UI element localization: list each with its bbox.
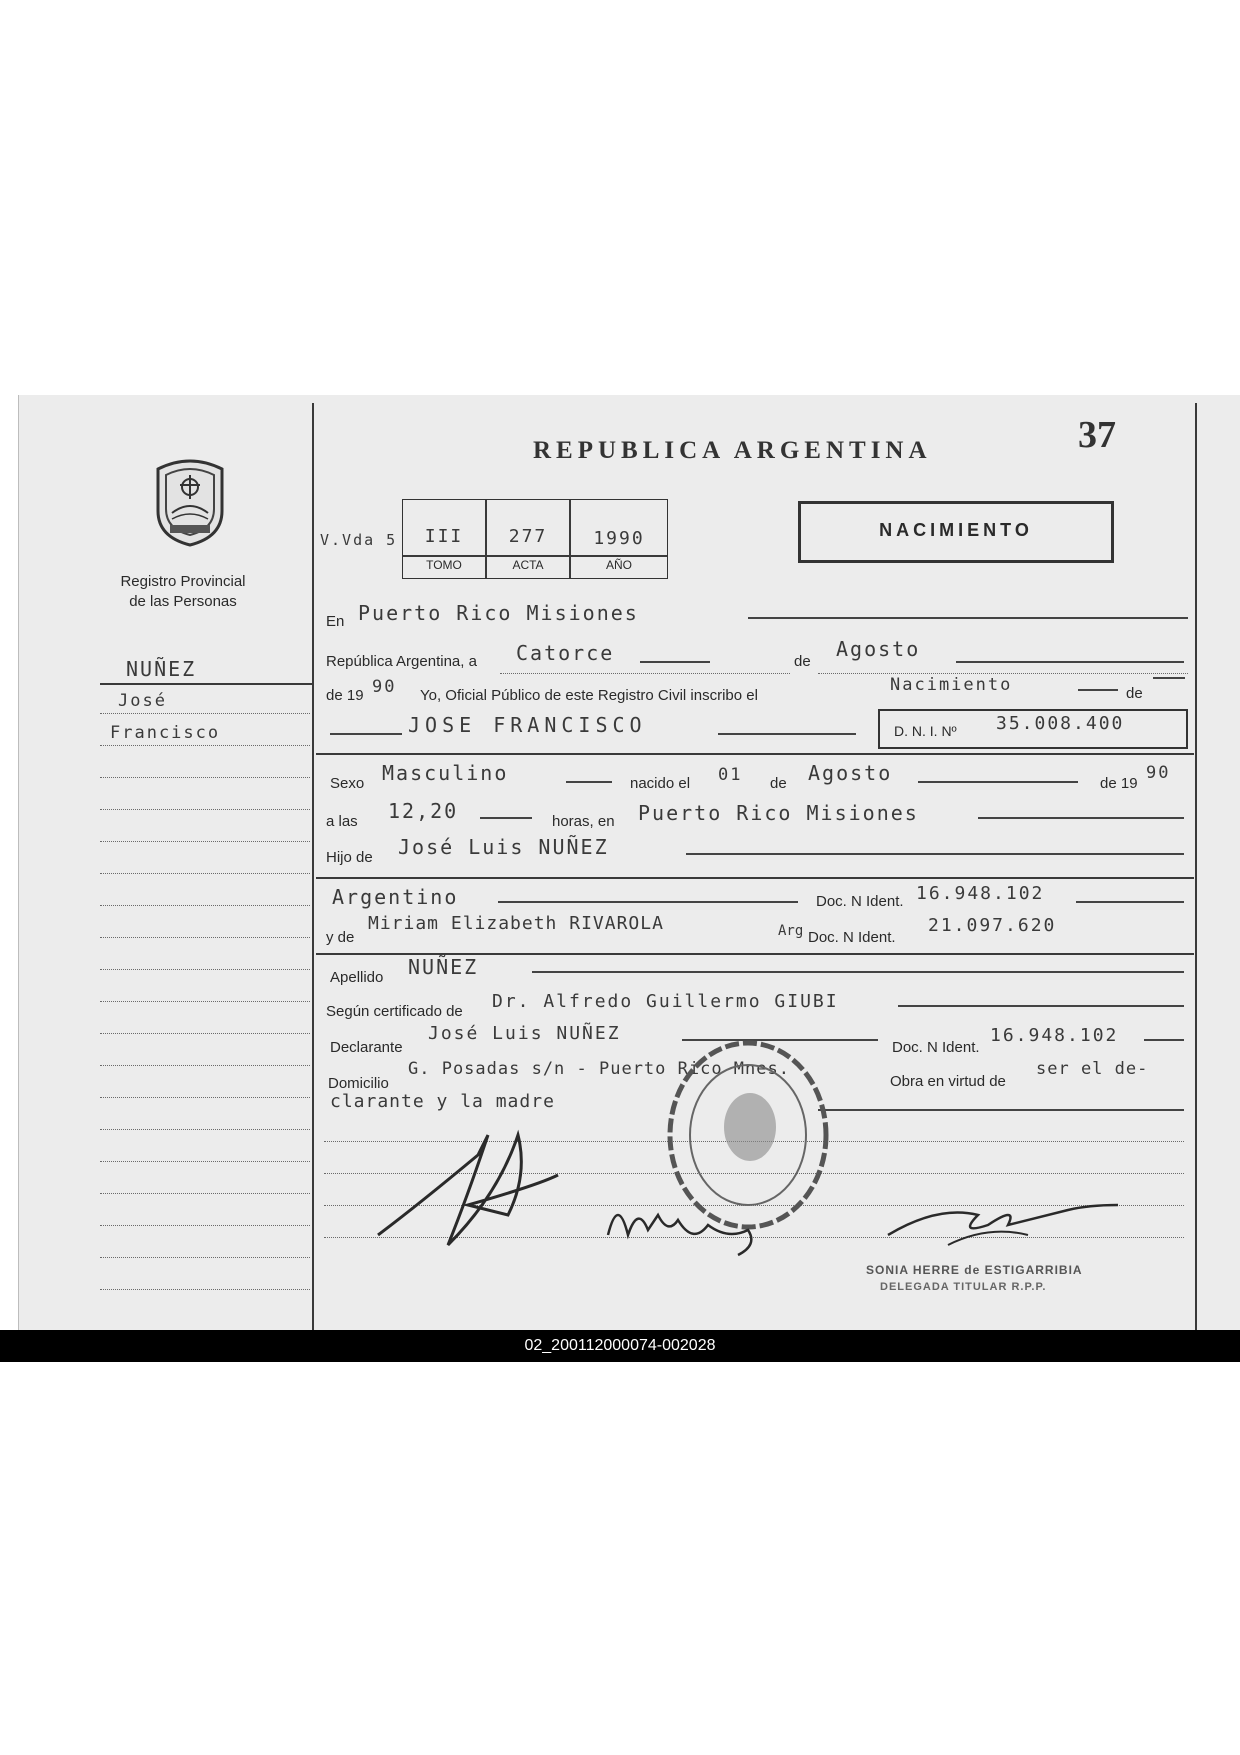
- sidebar-given-1: José: [118, 691, 167, 711]
- official-title-stamp: DELEGADA TITULAR R.P.P.: [880, 1281, 1047, 1293]
- declarante-label: Declarante: [330, 1039, 403, 1056]
- segun-label: Según certificado de: [326, 1003, 463, 1020]
- nacido-label: nacido el: [630, 775, 691, 792]
- mother-name-value: Miriam Elizabeth RIVAROLA: [368, 913, 664, 934]
- file-id-text: 02_200112000074-002028: [524, 1337, 716, 1354]
- fill-dash: [918, 781, 1078, 783]
- registry-name-line1: Registro Provincial: [120, 573, 246, 590]
- sidebar-dotted-line: [100, 745, 310, 746]
- fill-dash: [1076, 901, 1184, 903]
- sidebar-dotted-line: [100, 1257, 310, 1258]
- section-rule: [316, 877, 1194, 879]
- registry-index-table: [402, 499, 668, 579]
- fill-dash: [748, 617, 1188, 619]
- de19-label: de 19: [326, 687, 364, 704]
- sidebar-dotted-line: [100, 1033, 310, 1034]
- sidebar-dotted-line: [100, 1161, 310, 1162]
- sidebar-dotted-line: [100, 1193, 310, 1194]
- witness-signature-icon: [598, 1185, 778, 1265]
- fill-dash: [532, 971, 1184, 973]
- sexo-label: Sexo: [330, 775, 365, 792]
- place-value: Puerto Rico Misiones: [358, 601, 639, 625]
- fill-dash: [566, 781, 612, 783]
- tomo-label: TOMO: [426, 558, 462, 572]
- obra-value-1: ser el de-: [1036, 1059, 1149, 1079]
- obra-label: Obra en virtud de: [890, 1073, 1006, 1090]
- oficial-label: Yo, Oficial Público de este Registro Civil inscribo el: [420, 687, 758, 704]
- sidebar-surname: NUÑEZ: [126, 657, 197, 681]
- fill-dash: [978, 817, 1184, 819]
- fill-dash: [498, 901, 798, 903]
- sidebar-dotted-line: [100, 1129, 310, 1130]
- right-border: [1195, 403, 1197, 1330]
- sidebar-dotted-line: [100, 1097, 310, 1098]
- declarante-signature-icon: [358, 1115, 608, 1255]
- act-type-box: [798, 501, 1114, 563]
- domicilio-label: Domicilio: [328, 1075, 389, 1092]
- sidebar-dotted-line: [100, 873, 310, 874]
- fill-dash: [956, 661, 1184, 663]
- fill-dash: [898, 1005, 1184, 1007]
- birth-place-value: Puerto Rico Misiones: [638, 801, 919, 825]
- father-nationality-value: Argentino: [332, 885, 459, 909]
- horas-label: horas, en: [552, 813, 615, 830]
- act-type-label: NACIMIENTO: [879, 520, 1033, 540]
- republica-label: República Argentina, a: [326, 653, 477, 670]
- declarante-doc-value: 16.948.102: [990, 1025, 1119, 1046]
- acta-label: ACTA: [512, 558, 544, 572]
- declarante-name-value: José Luis NUÑEZ: [428, 1023, 621, 1044]
- fill-dash: [1078, 689, 1118, 691]
- fill-dash: [640, 661, 710, 663]
- fill-dash: [330, 733, 402, 735]
- certifier-value: Dr. Alfredo Guillermo GIUBI: [492, 991, 839, 1012]
- sidebar-dotted-line: [100, 905, 310, 906]
- tomo-value: III: [424, 526, 464, 547]
- birth-month-value: Agosto: [808, 761, 893, 785]
- sidebar-dotted-line: [100, 969, 310, 970]
- de-label: de: [794, 653, 811, 670]
- sidebar-dotted-line: [100, 937, 310, 938]
- fill-dash: [718, 733, 856, 735]
- sidebar-dotted-line: [100, 1065, 310, 1066]
- file-id-banner: [0, 1330, 1240, 1362]
- month-value: Agosto: [836, 637, 921, 661]
- child-name-value: JOSE FRANCISCO: [408, 713, 647, 737]
- father-doc-label: Doc. N Ident.: [816, 893, 904, 910]
- mother-nationality-value: Arg: [778, 923, 804, 939]
- alas-label: a las: [326, 813, 358, 830]
- sidebar-divider: [312, 403, 314, 1330]
- dni-box: [878, 709, 1188, 749]
- year-suffix-value: 90: [372, 677, 397, 697]
- anio-value: 1990: [593, 528, 645, 549]
- apellido-label: Apellido: [330, 969, 384, 986]
- sidebar-dotted-line: [100, 1289, 310, 1290]
- office-code: V.Vda 5: [320, 531, 398, 549]
- sidebar-rule: [100, 683, 312, 685]
- fill-dash: [686, 853, 1184, 855]
- de-label-3: de: [770, 775, 787, 792]
- anio-label: AÑO: [605, 558, 632, 572]
- sidebar-given-2: Francisco: [110, 723, 221, 743]
- sidebar-dotted-line: [100, 841, 310, 842]
- birth-time-value: 12,20: [388, 799, 459, 823]
- apellido-value: NUÑEZ: [408, 955, 479, 979]
- registry-name-line2: de las Personas: [129, 593, 237, 610]
- sexo-value: Masculino: [382, 761, 509, 785]
- sidebar-dotted-line: [100, 777, 310, 778]
- father-doc-value: 16.948.102: [916, 883, 1045, 904]
- dni-label: D. N. I. Nº: [894, 723, 957, 739]
- birth-day-value: 01: [718, 765, 743, 785]
- yde-label: y de: [326, 929, 355, 946]
- de19-label-2: de 19: [1100, 775, 1138, 792]
- sidebar-dotted-line: [100, 1001, 310, 1002]
- fill-dash: [480, 817, 532, 819]
- official-signature-icon: [878, 1185, 1138, 1255]
- page-number: 37: [1078, 414, 1116, 456]
- sidebar-dotted-line: [100, 809, 310, 810]
- provincial-seal-icon: [150, 455, 230, 547]
- fill-dash: [1153, 677, 1185, 679]
- section-rule: [316, 753, 1194, 755]
- act-word-value: Nacimiento: [890, 675, 1013, 695]
- day-words-value: Catorce: [516, 641, 615, 665]
- sidebar-dotted-line: [100, 1225, 310, 1226]
- birth-year-suffix-value: 90: [1146, 763, 1171, 783]
- de-label-2: de: [1126, 685, 1143, 702]
- country-title: REPUBLICA ARGENTINA: [533, 437, 932, 464]
- fill-dash: [818, 1109, 1184, 1111]
- father-name-value: José Luis NUÑEZ: [398, 835, 609, 859]
- left-edge: [18, 395, 19, 1330]
- domicilio-value: G. Posadas s/n - Puerto Rico Mnes.: [408, 1059, 790, 1079]
- dni-value: 35.008.400: [996, 713, 1125, 734]
- hijo-label: Hijo de: [326, 849, 373, 866]
- declarante-doc-label: Doc. N Ident.: [892, 1039, 980, 1056]
- official-name-stamp: SONIA HERRE de ESTIGARRIBIA: [866, 1263, 1083, 1277]
- mother-doc-label: Doc. N Ident.: [808, 929, 896, 946]
- birth-certificate-page: [18, 395, 1240, 1330]
- acta-value: 277: [508, 526, 548, 547]
- fill-dash: [1144, 1039, 1184, 1041]
- sidebar-dotted-line: [100, 713, 310, 714]
- mother-doc-value: 21.097.620: [928, 915, 1057, 936]
- en-label: En: [326, 613, 345, 630]
- obra-value-2: clarante y la madre: [330, 1091, 555, 1112]
